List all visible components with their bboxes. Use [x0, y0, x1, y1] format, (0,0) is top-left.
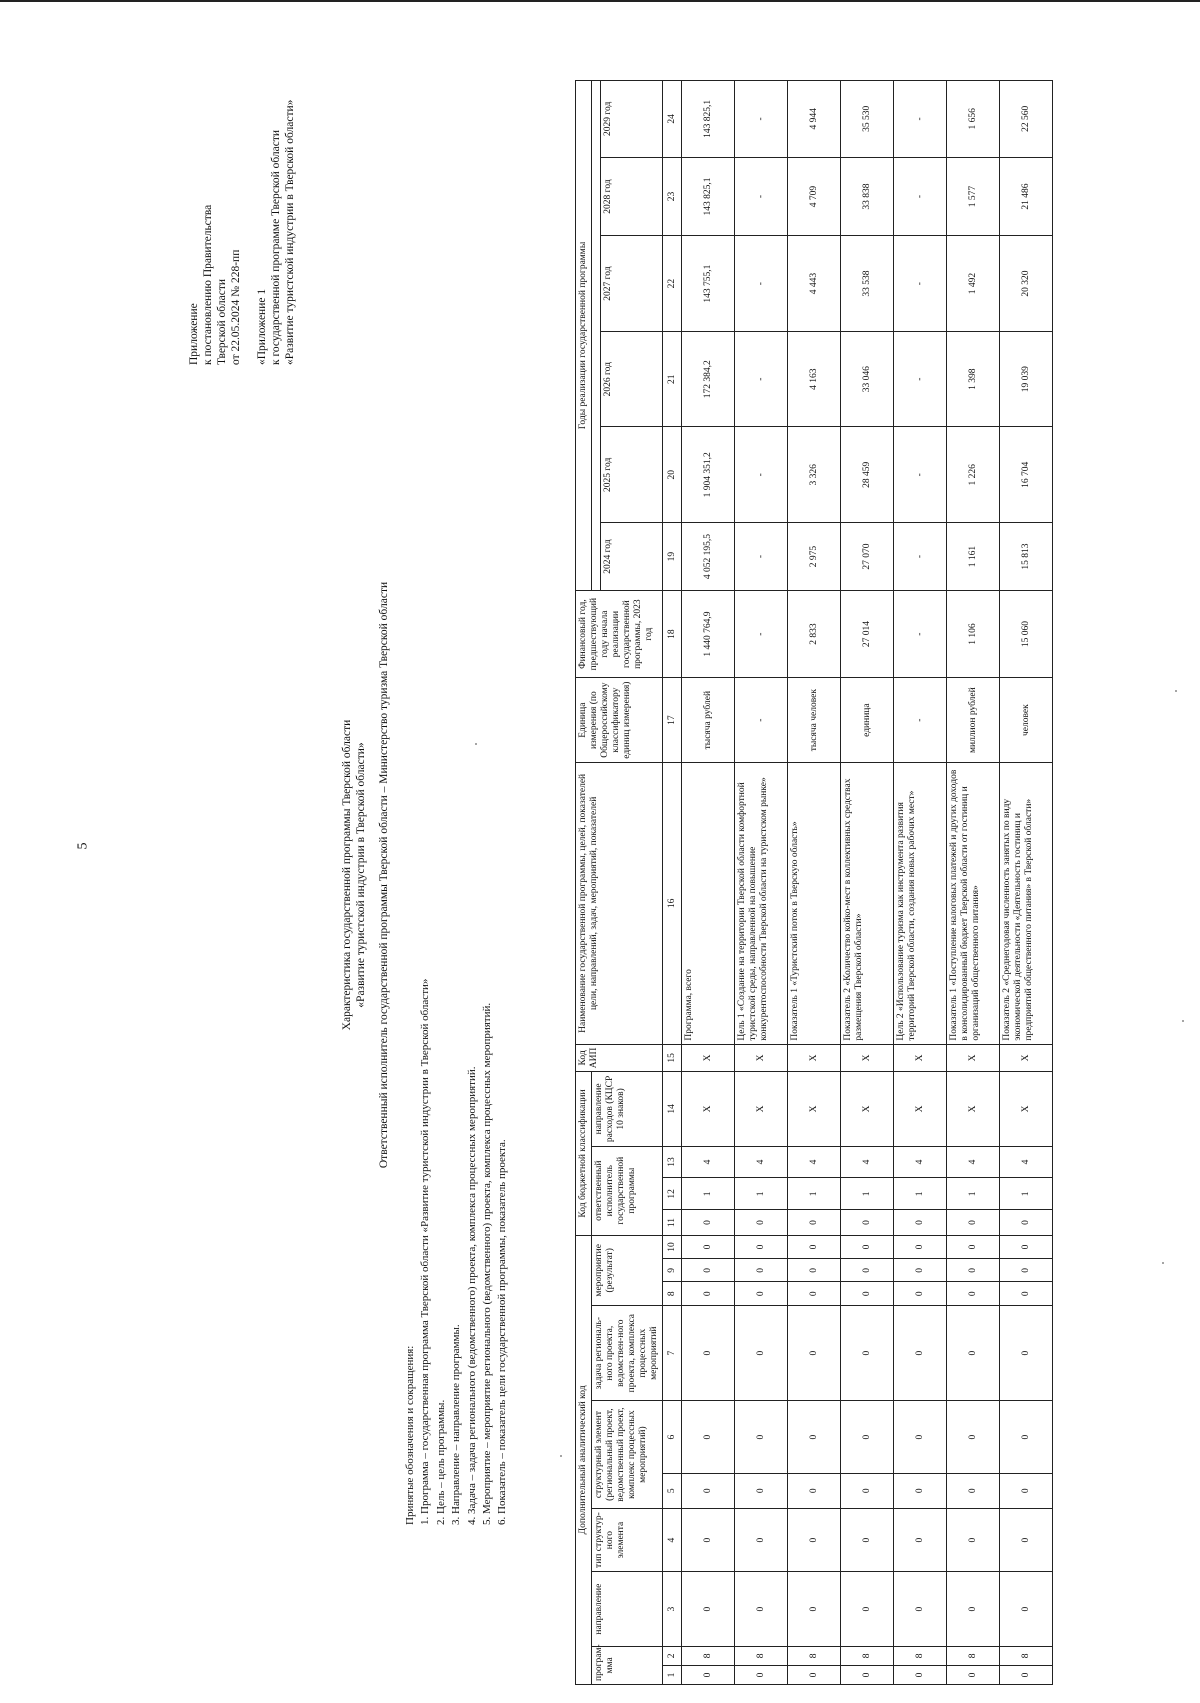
- code-cell: 0: [682, 1572, 735, 1646]
- base-year-cell: 27 014: [841, 591, 894, 678]
- year-value-cell: -: [735, 427, 788, 523]
- code-cell: 0: [735, 1508, 788, 1572]
- year-value-cell: -: [735, 523, 788, 591]
- year-value-cell: 21 486: [1000, 157, 1053, 236]
- code-cell: 0: [682, 1665, 735, 1684]
- code-cell: 1: [735, 1178, 788, 1210]
- header-budget-code: Код бюджетной классификации: [576, 1072, 592, 1236]
- unit-cell: тысяча рублей: [682, 678, 735, 763]
- year-value-cell: 35 530: [841, 81, 894, 158]
- row-name-cell: Цель 1 «Создание на территории Тверской области комфортной туристской среды, направленной на повышение конкурентоспособности Тверской области на туристском рынке»: [735, 763, 788, 1044]
- scan-speck: [1182, 1020, 1184, 1022]
- code-cell: Х: [735, 1072, 788, 1146]
- code-cell: 0: [788, 1401, 841, 1473]
- column-index-cell: 7: [663, 1305, 682, 1401]
- column-index-cell: 14: [663, 1072, 682, 1146]
- definition-item: 4. Задача – задача регионального (ведомственного) проекта, комплекса процессных мероприятий.: [465, 1066, 478, 1525]
- year-value-cell: 27 070: [841, 523, 894, 591]
- table-row: [682, 81, 735, 1685]
- base-year-cell: -: [735, 591, 788, 678]
- code-cell: 0: [947, 1508, 1000, 1572]
- code-cell: 0: [894, 1235, 947, 1258]
- code-cell: 0: [682, 1210, 735, 1235]
- column-index-cell: 9: [663, 1259, 682, 1282]
- table-row: [841, 81, 894, 1685]
- code-cell: 0: [841, 1473, 894, 1508]
- unit-cell: миллион рублей: [947, 678, 1000, 763]
- code-cell: 0: [1000, 1473, 1053, 1508]
- code-cell: 0: [894, 1305, 947, 1401]
- code-cell: 0: [682, 1508, 735, 1572]
- header-direction: направление: [592, 1572, 663, 1646]
- code-cell: Х: [682, 1044, 735, 1072]
- header-years-group: Годы реализации государственной программы: [576, 81, 592, 591]
- code-cell: 0: [1000, 1572, 1053, 1646]
- code-cell: 0: [735, 1473, 788, 1508]
- code-cell: 0: [682, 1401, 735, 1473]
- code-cell: 0: [947, 1665, 1000, 1684]
- column-index-cell: 10: [663, 1235, 682, 1258]
- code-cell: 0: [894, 1665, 947, 1684]
- code-cell: 0: [947, 1235, 1000, 1258]
- code-cell: 0: [947, 1210, 1000, 1235]
- header-structural-element: структурный элемент (региональный проект, ведомственный проект, комплекс процессных мероприятий): [592, 1401, 663, 1508]
- code-cell: 0: [894, 1401, 947, 1473]
- definition-item: 5. Мероприятие – мероприятие регионального (ведомственного) проекта, комплекса процессных мероприятий.: [481, 1002, 494, 1525]
- year-value-cell: -: [735, 236, 788, 332]
- column-index-cell: 11: [663, 1210, 682, 1235]
- column-index-cell: 15: [663, 1044, 682, 1072]
- definition-item: 6. Показатель – показатель цели государственной программы, показатель проекта.: [496, 1139, 509, 1525]
- rotated-page: [5, 45, 1135, 1685]
- column-index-cell: 19: [663, 523, 682, 591]
- code-cell: 0: [735, 1572, 788, 1646]
- code-cell: 0: [788, 1210, 841, 1235]
- year-value-cell: 1 226: [947, 427, 1000, 523]
- responsible-executor: Ответственный исполнитель государственной программы Тверской области – Министерство туризма Тверской области: [378, 581, 390, 1169]
- base-year-cell: 15 060: [1000, 591, 1053, 678]
- scan-speck: [1162, 1262, 1164, 1264]
- code-cell: 0: [788, 1572, 841, 1646]
- code-cell: 0: [841, 1665, 894, 1684]
- column-index-cell: 21: [663, 331, 682, 427]
- table-row: [947, 81, 1000, 1685]
- scan-edge-line: [0, 0, 1200, 2]
- title-line: «Развитие туристской индустрии в Тверской области»: [355, 742, 367, 1008]
- code-cell: Х: [947, 1044, 1000, 1072]
- scan-speck: [475, 743, 477, 745]
- year-value-cell: -: [735, 157, 788, 236]
- year-value-cell: 143 755,1: [682, 236, 735, 332]
- year-value-cell: 15 813: [1000, 523, 1053, 591]
- code-cell: 0: [894, 1282, 947, 1305]
- year-value-cell: 1 161: [947, 523, 1000, 591]
- row-name-cell: Показатель 2 «Среднегодовая численность занятых по виду экономической деятельности «Деятельность гостиниц и предприятий общественного питания» в Тверской области»: [1000, 763, 1053, 1044]
- code-cell: 0: [841, 1235, 894, 1258]
- code-cell: Х: [841, 1072, 894, 1146]
- code-cell: 0: [1000, 1508, 1053, 1572]
- column-index-cell: 23: [663, 157, 682, 236]
- code-cell: Х: [894, 1044, 947, 1072]
- code-cell: Х: [788, 1072, 841, 1146]
- code-cell: 0: [788, 1235, 841, 1258]
- code-cell: 0: [841, 1305, 894, 1401]
- code-cell: Х: [788, 1044, 841, 1072]
- header-element-type: тип структур-ного элемента: [592, 1508, 663, 1572]
- code-cell: 0: [788, 1259, 841, 1282]
- code-cell: 0: [841, 1508, 894, 1572]
- year-value-cell: -: [735, 81, 788, 158]
- column-index-cell: 1: [663, 1665, 682, 1684]
- column-index-cell: 16: [663, 763, 682, 1044]
- year-value-cell: -: [894, 523, 947, 591]
- code-cell: 0: [1000, 1235, 1053, 1258]
- code-cell: 8: [788, 1646, 841, 1665]
- header-base-year: Финансовый год, предшествующий году начала реализации государственной программы, 2023 год: [576, 591, 663, 678]
- code-cell: 0: [947, 1282, 1000, 1305]
- year-value-cell: 4 052 195,5: [682, 523, 735, 591]
- year-value-cell: 22 560: [1000, 81, 1053, 158]
- year-value-cell: -: [894, 331, 947, 427]
- header-aip: Код АИП: [576, 1044, 663, 1072]
- code-cell: 0: [682, 1305, 735, 1401]
- header-expense-direction: направление расходов (КЦСР 10 знаков): [592, 1072, 663, 1146]
- row-name-cell: Показатель 1 «Поступление налоговых платежей и других доходов в консолидированный бюджет Тверской области от гостиниц и организаций общественного питания»: [947, 763, 1000, 1044]
- year-value-cell: 4 443: [788, 236, 841, 332]
- code-cell: 0: [841, 1259, 894, 1282]
- year-value-cell: 1 492: [947, 236, 1000, 332]
- code-cell: 4: [788, 1146, 841, 1178]
- code-cell: 4: [1000, 1146, 1053, 1178]
- header-year: 2026 год: [601, 331, 663, 427]
- code-cell: Х: [1000, 1072, 1053, 1146]
- column-index-row: [663, 81, 682, 1685]
- code-cell: 0: [947, 1401, 1000, 1473]
- unit-cell: -: [894, 678, 947, 763]
- table-row: [788, 81, 841, 1685]
- code-cell: 0: [894, 1259, 947, 1282]
- year-value-cell: 3 326: [788, 427, 841, 523]
- base-year-cell: 1 440 764,9: [682, 591, 735, 678]
- row-name-cell: Показатель 1 «Туристский поток в Тверскую область»: [788, 763, 841, 1044]
- column-index-cell: 20: [663, 427, 682, 523]
- code-cell: 0: [682, 1282, 735, 1305]
- unit-cell: человек: [1000, 678, 1053, 763]
- scan-speck: [1175, 690, 1177, 692]
- year-value-cell: 143 825,1: [682, 81, 735, 158]
- code-cell: 0: [788, 1508, 841, 1572]
- year-value-cell: 33 538: [841, 236, 894, 332]
- year-value-cell: 1 904 351,2: [682, 427, 735, 523]
- year-value-cell: 143 825,1: [682, 157, 735, 236]
- code-cell: 0: [894, 1473, 947, 1508]
- code-cell: 0: [894, 1210, 947, 1235]
- title-line: Характеристика государственной программы Тверской области: [341, 719, 353, 1031]
- code-cell: 1: [947, 1178, 1000, 1210]
- code-cell: 8: [1000, 1646, 1053, 1665]
- definitions-heading: Принятые обозначения и сокращения:: [404, 1345, 416, 1525]
- code-cell: 0: [788, 1665, 841, 1684]
- year-value-cell: 1 656: [947, 81, 1000, 158]
- row-name-cell: Цель 2 «Использование туризма как инструмента развития территорий Тверской области, создания новых рабочих мест»: [894, 763, 947, 1044]
- definition-item: 1. Программа – государственная программа Тверской области «Развитие туристской индустрии в Тверской области»: [419, 978, 432, 1525]
- code-cell: 0: [788, 1473, 841, 1508]
- code-cell: Х: [894, 1072, 947, 1146]
- header-name: Наименование государственной программы, целей, показателей цели, направлений, задач, мероприятий, показателей: [576, 763, 663, 1044]
- code-cell: 0: [947, 1259, 1000, 1282]
- year-value-cell: 172 384,2: [682, 331, 735, 427]
- unit-cell: тысяча человек: [788, 678, 841, 763]
- appendix-line: Приложение: [188, 303, 200, 365]
- code-cell: 8: [947, 1646, 1000, 1665]
- code-cell: 8: [841, 1646, 894, 1665]
- year-value-cell: 4 709: [788, 157, 841, 236]
- column-index-cell: 4: [663, 1508, 682, 1572]
- code-cell: 0: [1000, 1282, 1053, 1305]
- code-cell: 0: [735, 1282, 788, 1305]
- code-cell: 0: [1000, 1259, 1053, 1282]
- code-cell: Х: [947, 1072, 1000, 1146]
- code-cell: 1: [788, 1178, 841, 1210]
- code-cell: 4: [682, 1146, 735, 1178]
- column-index-cell: 18: [663, 591, 682, 678]
- code-cell: 0: [947, 1473, 1000, 1508]
- code-cell: 8: [682, 1646, 735, 1665]
- code-cell: 1: [841, 1178, 894, 1210]
- code-cell: 0: [947, 1572, 1000, 1646]
- page-number: 5: [75, 842, 91, 850]
- code-cell: 4: [947, 1146, 1000, 1178]
- header-task: задача региональ-ного проекта, ведомствен-ного проекта, комплекса процессных мероприятий: [592, 1305, 663, 1401]
- code-cell: 0: [788, 1305, 841, 1401]
- year-value-cell: 1 577: [947, 157, 1000, 236]
- appendix-block: [187, 100, 297, 365]
- header-additional-code: Дополнительный аналитический код: [576, 1235, 592, 1684]
- code-cell: 0: [841, 1401, 894, 1473]
- code-cell: 0: [1000, 1210, 1053, 1235]
- code-cell: 0: [682, 1235, 735, 1258]
- table-row: [1000, 81, 1053, 1685]
- code-cell: 0: [841, 1282, 894, 1305]
- header-year: 2027 год: [601, 236, 663, 332]
- column-index-cell: 5: [663, 1473, 682, 1508]
- definitions-list: [403, 979, 511, 1525]
- row-name-cell: Программа, всего: [682, 763, 735, 1044]
- appendix-line: «Приложение 1: [256, 288, 268, 365]
- code-cell: 0: [841, 1210, 894, 1235]
- header-year: 2028 год: [601, 157, 663, 236]
- code-cell: Х: [682, 1072, 735, 1146]
- code-cell: 0: [735, 1305, 788, 1401]
- code-cell: 4: [894, 1146, 947, 1178]
- header-event: мероприятие (результат): [592, 1235, 663, 1305]
- header-years-spacer: [592, 81, 601, 591]
- column-index-cell: 24: [663, 81, 682, 158]
- year-value-cell: -: [894, 427, 947, 523]
- code-cell: Х: [1000, 1044, 1053, 1072]
- code-cell: 1: [1000, 1178, 1053, 1210]
- code-cell: 0: [735, 1665, 788, 1684]
- code-cell: 4: [735, 1146, 788, 1178]
- base-year-cell: 1 106: [947, 591, 1000, 678]
- definition-item: 2. Цель – цель программы.: [434, 1399, 447, 1525]
- year-value-cell: 19 039: [1000, 331, 1053, 427]
- appendix-line: «Развитие туристской индустрии в Тверской области»: [284, 99, 296, 365]
- code-cell: 0: [894, 1572, 947, 1646]
- scan-speck: [560, 1455, 562, 1457]
- year-value-cell: 33 046: [841, 331, 894, 427]
- definition-item: 3. Направление – направление программы.: [450, 1324, 463, 1525]
- column-index-cell: 2: [663, 1646, 682, 1665]
- code-cell: 0: [788, 1282, 841, 1305]
- code-cell: 0: [735, 1210, 788, 1235]
- unit-cell: -: [735, 678, 788, 763]
- code-cell: 0: [735, 1401, 788, 1473]
- year-value-cell: 28 459: [841, 427, 894, 523]
- year-value-cell: 1 398: [947, 331, 1000, 427]
- code-cell: 0: [841, 1572, 894, 1646]
- header-year: 2025 год: [601, 427, 663, 523]
- year-value-cell: 4 163: [788, 331, 841, 427]
- year-value-cell: -: [894, 157, 947, 236]
- column-index-cell: 3: [663, 1572, 682, 1646]
- code-cell: 0: [735, 1235, 788, 1258]
- column-index-cell: 8: [663, 1282, 682, 1305]
- appendix-line: от 22.05.2024 № 228-пп: [230, 249, 242, 365]
- unit-cell: единица: [841, 678, 894, 763]
- year-value-cell: -: [894, 236, 947, 332]
- code-cell: 0: [735, 1259, 788, 1282]
- program-table: [575, 80, 1053, 1685]
- code-cell: 0: [1000, 1401, 1053, 1473]
- code-cell: 0: [1000, 1305, 1053, 1401]
- table-row: [894, 81, 947, 1685]
- year-value-cell: -: [894, 81, 947, 158]
- year-value-cell: 2 975: [788, 523, 841, 591]
- header-year: 2024 год: [601, 523, 663, 591]
- code-cell: Х: [735, 1044, 788, 1072]
- appendix-line: к постановлению Правительства: [202, 204, 214, 365]
- year-value-cell: -: [735, 331, 788, 427]
- header-program: програм-мма: [592, 1646, 663, 1684]
- code-cell: 0: [894, 1508, 947, 1572]
- code-cell: 0: [1000, 1665, 1053, 1684]
- column-index-cell: 17: [663, 678, 682, 763]
- row-name-cell: Показатель 2 «Количество койко-мест в коллективных средствах размещения Тверской области»: [841, 763, 894, 1044]
- column-index-cell: 12: [663, 1178, 682, 1210]
- appendix-line: Тверской области: [216, 279, 228, 365]
- base-year-cell: 2 833: [788, 591, 841, 678]
- code-cell: 8: [735, 1646, 788, 1665]
- header-unit: Единица измерения (по Общероссийскому классификатору единиц измерения): [576, 678, 663, 763]
- code-cell: 4: [841, 1146, 894, 1178]
- code-cell: 0: [947, 1305, 1000, 1401]
- appendix-line: к государственной программе Тверской области: [270, 129, 282, 365]
- document-title: [340, 515, 368, 1235]
- header-responsible-exec: ответственный исполнитель государственной программы: [592, 1146, 663, 1235]
- code-cell: 0: [682, 1473, 735, 1508]
- column-index-cell: 6: [663, 1401, 682, 1473]
- header-year: 2029 год: [601, 81, 663, 158]
- code-cell: 8: [894, 1646, 947, 1665]
- code-cell: Х: [841, 1044, 894, 1072]
- column-index-cell: 22: [663, 236, 682, 332]
- code-cell: 1: [894, 1178, 947, 1210]
- year-value-cell: 20 320: [1000, 236, 1053, 332]
- base-year-cell: -: [894, 591, 947, 678]
- code-cell: 0: [682, 1259, 735, 1282]
- column-index-cell: 13: [663, 1146, 682, 1178]
- table-row: [735, 81, 788, 1685]
- year-value-cell: 16 704: [1000, 427, 1053, 523]
- year-value-cell: 4 944: [788, 81, 841, 158]
- year-value-cell: 33 838: [841, 157, 894, 236]
- code-cell: 1: [682, 1178, 735, 1210]
